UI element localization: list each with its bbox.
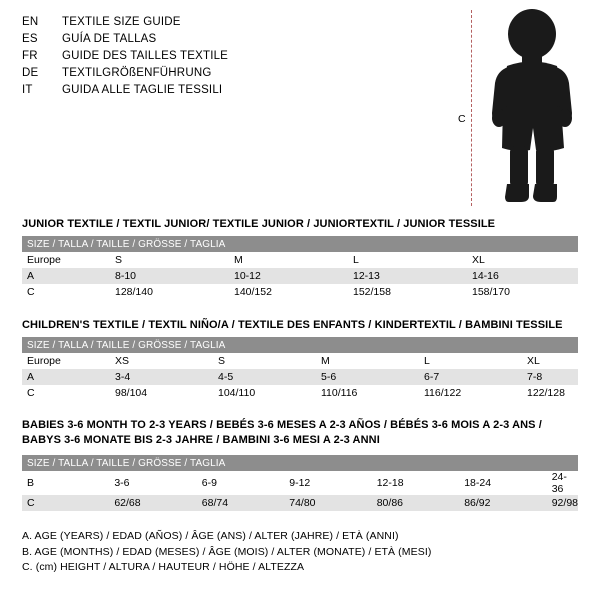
title-it: GUIDA ALLE TAGLIE TESSILI (62, 84, 223, 96)
cell-value: S (218, 355, 226, 367)
row-label-a: A (27, 371, 35, 383)
table-row (22, 471, 578, 495)
title-es: GUÍA DE TALLAS (62, 33, 157, 45)
row-label-europe: Europe (27, 254, 61, 266)
cell-value: 80/86 (376, 497, 403, 509)
cell-value: 62/68 (114, 497, 141, 509)
table-header-row (22, 455, 578, 471)
cell-value: 98/104 (115, 387, 148, 399)
cell-value: 68/74 (201, 497, 229, 509)
header-row (22, 31, 452, 48)
legend-item-c: C. (cm) HEIGHT / ALTURA / HAUTEUR / HÖHE / ALTEZZA (22, 561, 305, 573)
legend-item-a: A. AGE (YEARS) / EDAD (AÑOS) / ÂGE (ANS) / ALTER (JAHRE) / ETÀ (ANNI) (22, 530, 399, 542)
cell-value: 24-36 (551, 471, 567, 495)
header-row (22, 14, 452, 31)
cell-value: 74/80 (289, 497, 316, 509)
child-silhouette-icon (477, 8, 587, 208)
table-row (22, 495, 578, 511)
cell-value: 8-10 (115, 270, 137, 282)
cell-value: L (424, 355, 430, 367)
cell-value: S (115, 254, 123, 266)
row-label-c: C (27, 286, 35, 298)
children-size-table (22, 337, 578, 401)
section-title-children: CHILDREN'S TEXTILE / TEXTIL NIÑO/A / TEXTILE DES ENFANTS / KINDERTEXTIL / BAMBINI TESSILE (22, 319, 563, 331)
row-label-b: B (27, 477, 35, 489)
junior-size-table (22, 236, 578, 300)
row-label-a: A (27, 270, 35, 282)
table-row (22, 369, 578, 385)
header-row (22, 65, 452, 82)
section-title-babies (22, 418, 542, 448)
language-code-de: DE (22, 67, 39, 79)
header-row (22, 82, 452, 99)
language-code-it: IT (22, 84, 33, 96)
section-title-junior: JUNIOR TEXTILE / TEXTIL JUNIOR/ TEXTILE JUNIOR / JUNIORTEXTIL / JUNIOR TESSILE (22, 218, 496, 230)
cell-value: 5-6 (321, 371, 337, 383)
cell-value: M (321, 355, 330, 367)
cell-value: 128/140 (115, 286, 153, 298)
babies-size-header: SIZE / TALLA / TAILLE / GRÖSSE / TAGLIA (22, 455, 578, 471)
table-header-row (22, 236, 578, 252)
cell-value: M (234, 254, 243, 266)
title-en: TEXTILE SIZE GUIDE (62, 16, 181, 28)
legend-block (22, 529, 582, 576)
table-row (22, 252, 578, 268)
table-row (22, 385, 578, 401)
cell-value: 110/116 (321, 387, 358, 399)
height-measure-label: C (458, 113, 466, 125)
language-code-fr: FR (22, 50, 38, 62)
title-fr: GUIDE DES TAILLES TEXTILE (62, 50, 229, 62)
language-code-es: ES (22, 33, 38, 45)
cell-value: L (353, 254, 359, 266)
row-label-europe: Europe (27, 355, 61, 367)
cell-value: XS (115, 355, 130, 367)
cell-value: 92/98 (551, 497, 578, 509)
table-row (22, 353, 578, 369)
cell-value: 152/158 (353, 286, 391, 298)
row-label-c: C (27, 497, 35, 509)
cell-value: 12-13 (353, 270, 380, 282)
junior-size-header: SIZE / TALLA / TAILLE / GRÖSSE / TAGLIA (22, 236, 578, 252)
cell-value: 14-16 (472, 270, 499, 282)
language-header-block (22, 14, 452, 99)
title-de: TEXTILGRÖßENFÜHRUNG (62, 67, 212, 79)
height-guide-line (471, 10, 472, 206)
cell-value: 158/170 (472, 286, 510, 298)
cell-value: 4-5 (218, 371, 234, 383)
cell-value: 12-18 (376, 477, 404, 489)
cell-value: 6-7 (424, 371, 440, 383)
measurement-figure (455, 8, 590, 208)
section-title-babies-line2: BABYS 3-6 MONATE BIS 2-3 JAHRE / BAMBINI 3-6 MESI A 2-3 ANNI (22, 434, 380, 446)
table-row (22, 268, 578, 284)
header-row (22, 48, 452, 65)
children-size-header: SIZE / TALLA / TAILLE / GRÖSSE / TAGLIA (22, 337, 578, 353)
cell-value: 3-6 (114, 477, 130, 489)
cell-value: 140/152 (234, 286, 272, 298)
cell-value: 6-9 (201, 477, 217, 489)
row-label-c: C (27, 387, 35, 399)
language-code-en: EN (22, 16, 39, 28)
cell-value: 3-4 (115, 371, 131, 383)
cell-value: XL (472, 254, 485, 266)
cell-value: 7-8 (527, 371, 543, 383)
table-row (22, 284, 578, 300)
cell-value: 116/122 (424, 387, 462, 399)
section-title-babies-line1: BABIES 3-6 MONTH TO 2-3 YEARS / BEBÉS 3-6 MESES A 2-3 AÑOS / BÉBÉS 3-6 MOIS A 2-3 ANS / (22, 419, 542, 431)
cell-value: 18-24 (464, 477, 492, 489)
babies-size-table (22, 455, 578, 511)
cell-value: 10-12 (234, 270, 261, 282)
table-header-row (22, 337, 578, 353)
cell-value: 86/92 (464, 497, 491, 509)
cell-value: 122/128 (527, 387, 565, 399)
cell-value: XL (527, 355, 540, 367)
cell-value: 104/110 (218, 387, 256, 399)
cell-value: 9-12 (289, 477, 311, 489)
legend-item-b: B. AGE (MONTHS) / EDAD (MESES) / ÂGE (MOIS) / ALTER (MONATE) / ETÀ (MESI) (22, 545, 432, 558)
